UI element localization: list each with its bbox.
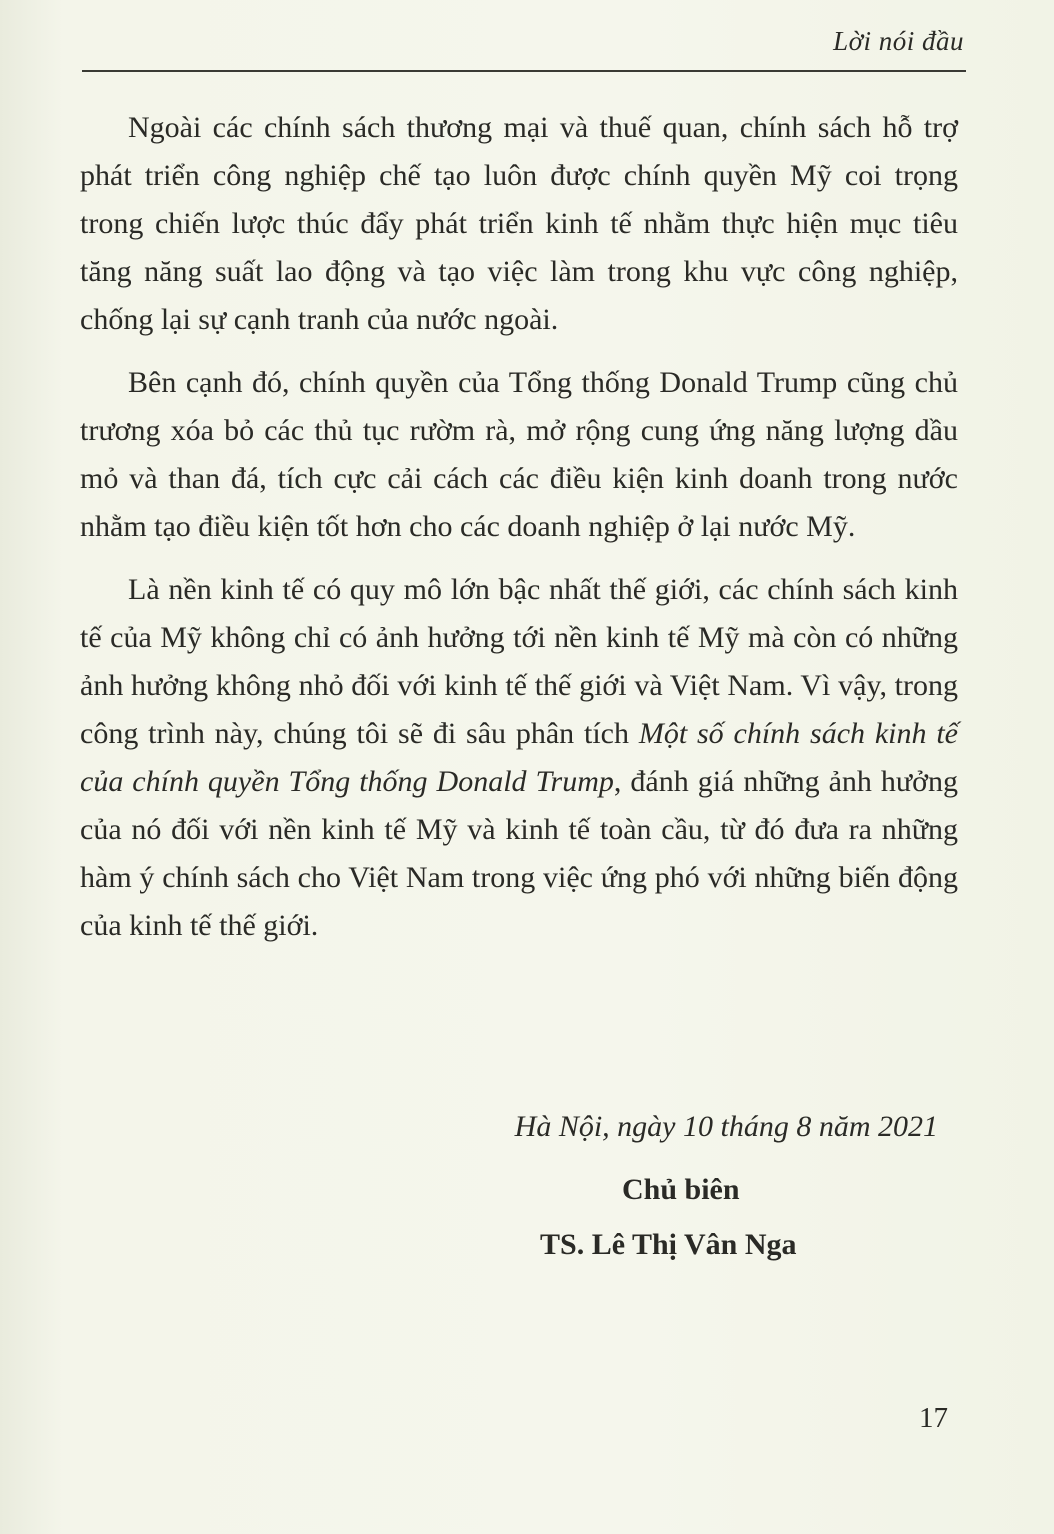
signer-name: TS. Lê Thị Vân Nga xyxy=(540,1228,797,1261)
body-text xyxy=(80,104,958,965)
signer-role: Chủ biên xyxy=(622,1173,740,1206)
paragraph-1: Ngoài các chính sách thương mại và thuế quan, chính sách hỗ trợ phát triển công nghiệp chế tạo luôn được chính quyền Mỹ coi trọng trong chiến lược thúc đẩy phát triển kinh tế nhằm thực hiện mục tiêu tăng năng suất lao động và tạo việc làm trong khu vực công nghiệp, chống lại sự cạnh tranh của nước ngoài. xyxy=(80,111,958,336)
paragraph-3 xyxy=(80,566,958,950)
header-rule xyxy=(82,70,966,72)
work-title-italic: Một số chính sách kinh tế của chính quyền Tổng thống Donald Trump xyxy=(80,717,958,798)
page-number: 17 xyxy=(919,1402,948,1434)
paragraph-3-tail: , đánh giá những ảnh hưởng của nó đối với nền kinh tế Mỹ và kinh tế toàn cầu, từ đó đưa ra những hàm ý chính sách cho Việt Nam trong việc ứng phó với những biến động của kinh tế thế giới. xyxy=(80,765,958,942)
paragraph-2: Bên cạnh đó, chính quyền của Tổng thống Donald Trump cũng chủ trương xóa bỏ các thủ tục rườm rà, mở rộng cung ứng năng lượng dầu mỏ và than đá, tích cực cải cách các điều kiện kinh doanh trong nước nhằm tạo điều kiện tốt hơn cho các doanh nghiệp ở lại nước Mỹ. xyxy=(80,366,958,543)
paragraph-3-lead: Là nền kinh tế có quy mô lớn bậc nhất thế giới, các chính sách kinh tế của Mỹ không chỉ có ảnh hưởng tới nền kinh tế Mỹ mà còn có những ảnh hưởng không nhỏ đối với kinh tế thế giới và Việt Nam. Vì vậy, trong công trình này, chúng tôi sẽ đi sâu phân tích xyxy=(80,573,958,750)
dateline: Hà Nội, ngày 10 tháng 8 năm 2021 xyxy=(514,1110,938,1143)
running-header-title: Lời nói đầu xyxy=(833,26,964,56)
